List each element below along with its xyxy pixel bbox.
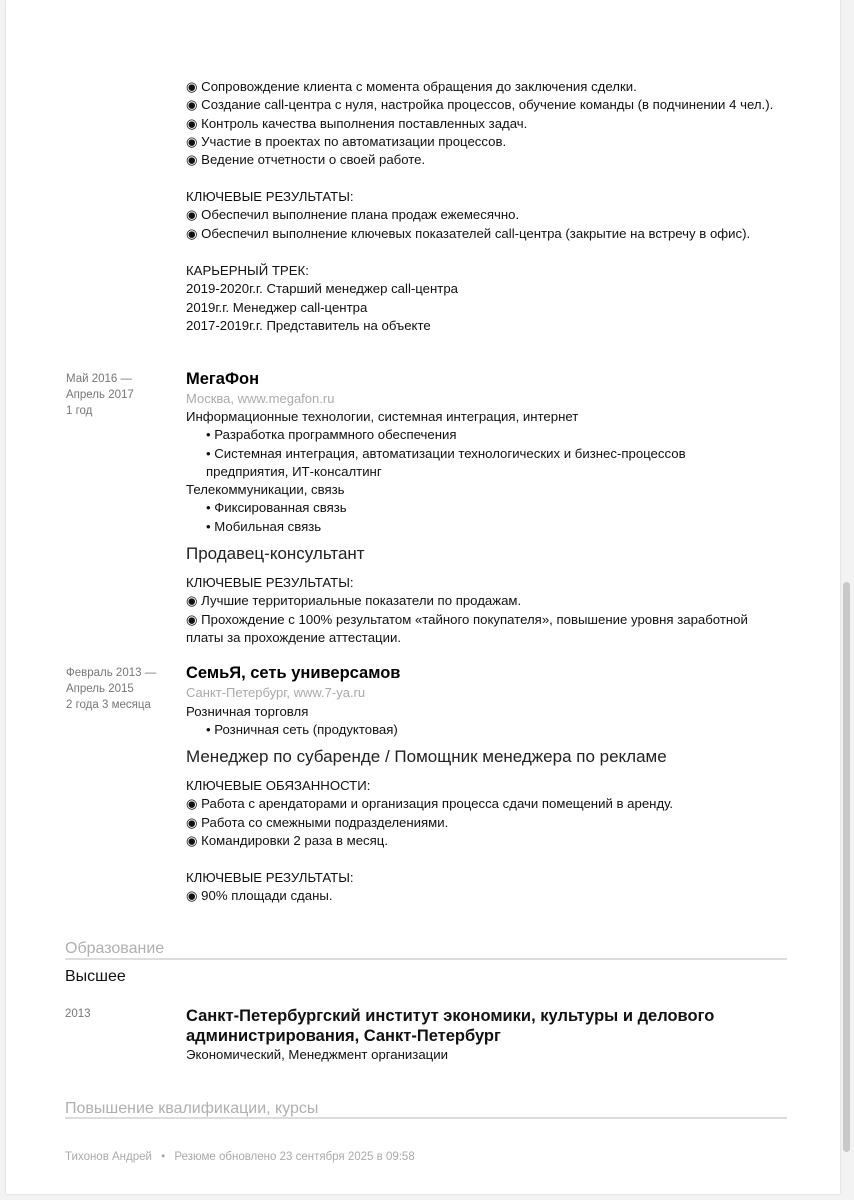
job2-industries <box>186 408 686 536</box>
education-year: 2013 <box>65 1008 91 1020</box>
results-heading: КЛЮЧЕВЫЕ РЕЗУЛЬТАТЫ: <box>186 870 354 885</box>
period-duration: 2 года 3 месяца <box>66 699 151 711</box>
position-title: Менеджер по субаренде / Помощник менеджера по рекламе <box>186 747 667 766</box>
period-end: Апрель 2017 <box>66 389 134 401</box>
industry: Розничная торговля <box>186 704 309 719</box>
company-name: СемьЯ, сеть универсамов <box>186 664 401 682</box>
industry-sub: • Разработка программного обеспечения <box>206 427 457 443</box>
career-heading: КАРЬЕРНЫЙ ТРЕК: <box>186 263 309 278</box>
industry-sub: • Системная интеграция, автоматизации технологических и бизнес-процессов <box>206 445 686 461</box>
list-item: 2017-2019г.г. Представитель на объекте <box>186 317 431 333</box>
results-heading: КЛЮЧЕВЫЕ РЕЗУЛЬТАТЫ: <box>186 189 354 204</box>
results-heading: КЛЮЧЕВЫЕ РЕЗУЛЬТАТЫ: <box>186 575 354 590</box>
list-item: ◉ 90% площади сданы. <box>186 888 333 904</box>
industry-sub: • Фиксированная связь <box>206 500 347 516</box>
job3-results <box>186 869 354 906</box>
section-divider <box>65 958 787 960</box>
institution-name: Санкт-Петербургский институт экономики, культуры и делового администрирования, Санкт-Петербург <box>186 1007 715 1045</box>
education-faculty: Экономический, Менеджмент организации <box>186 1047 448 1062</box>
industry: Информационные технологии, системная интеграция, интернет <box>186 409 579 424</box>
job1-duties <box>186 78 773 169</box>
period-end: Апрель 2015 <box>66 683 134 695</box>
job3-industries <box>186 703 398 740</box>
section-divider <box>65 1117 787 1119</box>
list-item: ◉ Прохождение с 100% результатом «тайного покупателя», повышение уровня заработной <box>186 611 748 627</box>
list-item: ◉ Ведение отчетности о своей работе. <box>186 152 426 168</box>
industry-sub: • Розничная сеть (продуктовая) <box>206 722 398 738</box>
job3-duties <box>186 777 673 850</box>
company-location: Москва, www.megafon.ru <box>186 391 335 406</box>
job3-period <box>66 665 156 713</box>
list-item: ◉ Работа со смежными подразделениями. <box>186 814 449 830</box>
list-item: ◉ Командировки 2 раза в месяц. <box>186 832 388 848</box>
job2-results <box>186 574 748 647</box>
page-footer <box>65 1151 415 1163</box>
position-title: Продавец-консультант <box>186 544 365 563</box>
list-item: ◉ Обеспечил выполнение плана продаж ежемесячно. <box>186 207 520 223</box>
duties-heading: КЛЮЧЕВЫЕ ОБЯЗАННОСТИ: <box>186 778 371 793</box>
footer-name: Тихонов Андрей <box>65 1151 152 1163</box>
company-name: МегаФон <box>186 370 260 388</box>
list-item: ◉ Участие в проектах по автоматизации процессов. <box>186 133 507 149</box>
industry-sub: предприятия, ИТ-консалтинг <box>206 463 382 479</box>
footer-separator: • <box>161 1151 166 1163</box>
section-title-courses: Повышение квалификации, курсы <box>65 1100 319 1117</box>
list-item: ◉ Контроль качества выполнения поставленных задач. <box>186 115 528 131</box>
period-duration: 1 год <box>66 405 93 417</box>
vertical-scrollbar[interactable] <box>843 582 850 1152</box>
list-item: ◉ Сопровождение клиента с момента обращения до заключения сделки. <box>186 79 637 94</box>
list-item: 2019-2020г.г. Старший менеджер call-центра <box>186 281 459 297</box>
education-level: Высшее <box>65 968 126 985</box>
job1-career <box>186 262 458 335</box>
period-start: Февраль 2013 — <box>66 667 157 679</box>
list-item: ◉ Создание call-центра с нуля, настройка процессов, обучение команды (в подчинении 4 чел.). <box>186 97 774 113</box>
list-item: ◉ Работа с арендаторами и организация процесса сдачи помещений в аренду. <box>186 796 674 812</box>
industry: Телекоммуникации, связь <box>186 482 345 498</box>
company-location: Санкт-Петербург, www.7-ya.ru <box>186 685 366 700</box>
period-start: Май 2016 — <box>66 373 133 385</box>
footer-updated: Резюме обновлено 23 сентября 2025 в 09:58 <box>174 1151 415 1163</box>
industry-sub: • Мобильная связь <box>206 518 322 534</box>
section-title-education: Образование <box>65 940 165 957</box>
job1-results <box>186 188 750 243</box>
job2-period <box>66 371 134 419</box>
list-item: ◉ Обеспечил выполнение ключевых показателей call-центра (закрытие на встречу в офис). <box>186 225 751 241</box>
list-item: 2019г.г. Менеджер call-центра <box>186 299 368 315</box>
list-item: платы за прохождение аттестации. <box>186 629 401 645</box>
list-item: ◉ Лучшие территориальные показатели по продажам. <box>186 593 522 609</box>
